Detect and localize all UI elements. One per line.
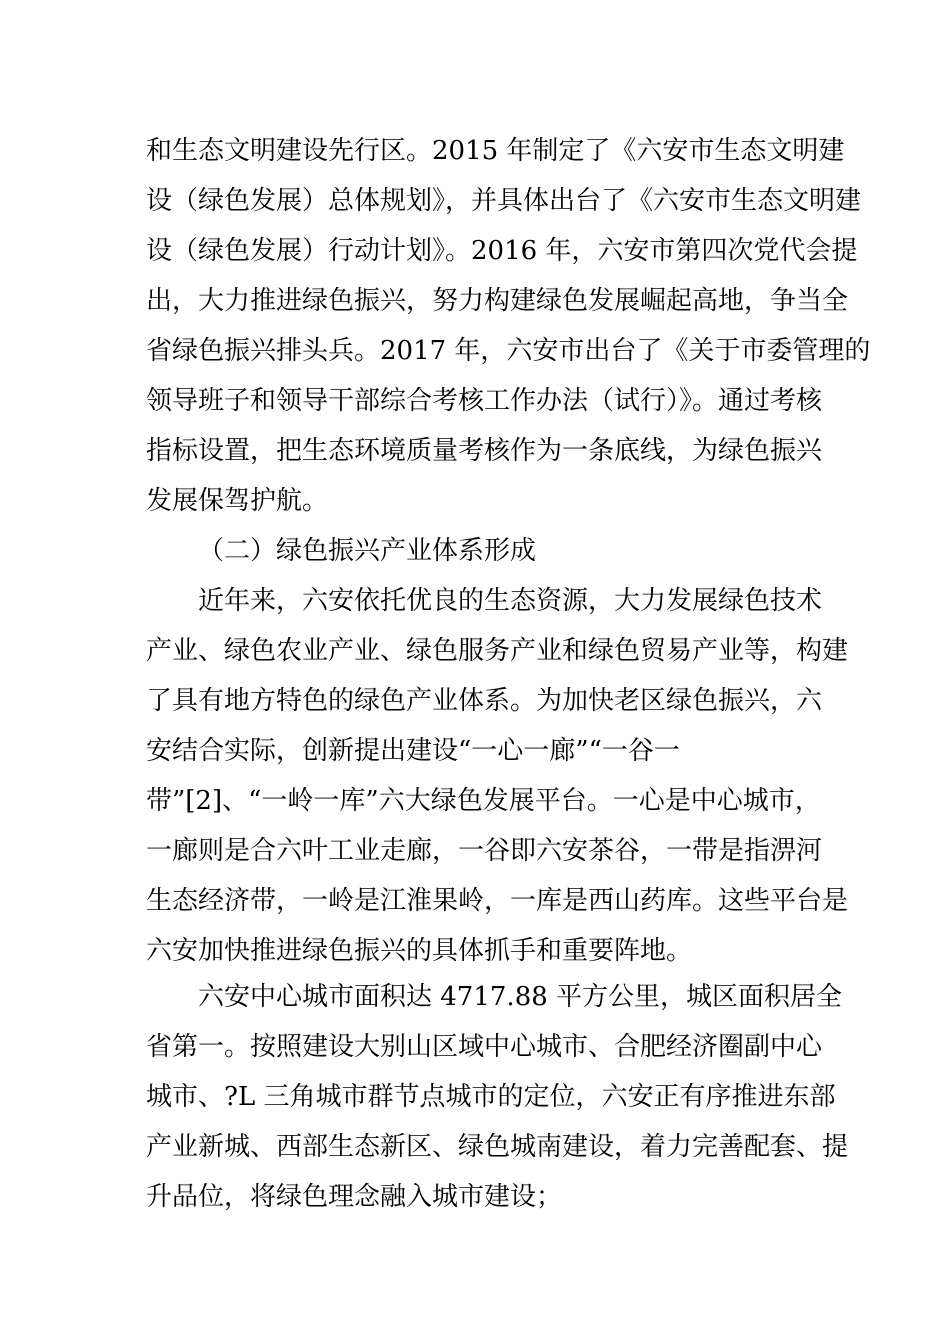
text-line: 带”[2]、“一岭一库”六大绿色发展平台。一心是中心城市， — [146, 786, 821, 816]
text-line: 六安中心城市面积达 4717.88 平方公里，城区面积居全 — [198, 982, 843, 1012]
text-line: 安结合实际，创新提出建设“一心一廊”“一谷一 — [146, 736, 680, 766]
text-line: 生态经济带，一岭是江淮果岭，一库是西山药库。这些平台是 — [146, 886, 849, 916]
text-line: 领导班子和领导干部综合考核工作办法（试行）》。通过考核 — [146, 386, 823, 416]
text-line: 省绿色振兴排头兵。2017 年，六安市出台了《关于市委管理的 — [146, 336, 871, 366]
text-line: 出，大力推进绿色振兴，努力构建绿色发展崛起高地，争当全 — [146, 286, 849, 316]
section-heading-block — [146, 526, 808, 576]
text-line: 了具有地方特色的绿色产业体系。为加快老区绿色振兴，六 — [146, 686, 823, 716]
text-line: 近年来，六安依托优良的生态资源，大力发展绿色技术 — [198, 586, 823, 616]
text-line: 和生态文明建设先行区。2015 年制定了《六安市生态文明建 — [146, 136, 845, 166]
paragraph-1 — [146, 126, 871, 526]
text-line: 省第一。按照建设大别山区域中心城市、合肥经济圈副中心 — [146, 1032, 823, 1062]
section-heading: （二）绿色振兴产业体系形成 — [198, 536, 537, 566]
text-line: 六安加快推进绿色振兴的具体抓手和重要阵地。 — [146, 936, 693, 966]
paragraph-2 — [146, 576, 849, 976]
text-line: 发展保驾护航。 — [146, 486, 329, 516]
text-line: 产业新城、西部生态新区、绿色城南建设，着力完善配套、提 — [146, 1132, 849, 1162]
text-line: 城市、?L 三角城市群节点城市的定位，六安正有序推进东部 — [146, 1082, 836, 1112]
text-line: 产业、绿色农业产业、绿色服务产业和绿色贸易产业等，构建 — [146, 636, 849, 666]
text-line: 升品位，将绿色理念融入城市建设； — [146, 1182, 563, 1212]
paragraph-3 — [146, 972, 849, 1222]
text-line: 指标设置，把生态环境质量考核作为一条底线，为绿色振兴 — [146, 436, 823, 466]
text-line: 一廊则是合六叶工业走廊，一谷即六安茶谷，一带是指淠河 — [146, 836, 823, 866]
text-line: 设（绿色发展）总体规划》，并具体出台了《六安市生态文明建 — [146, 186, 862, 216]
text-line: 设（绿色发展）行动计划》。2016 年，六安市第四次党代会提 — [146, 236, 858, 266]
